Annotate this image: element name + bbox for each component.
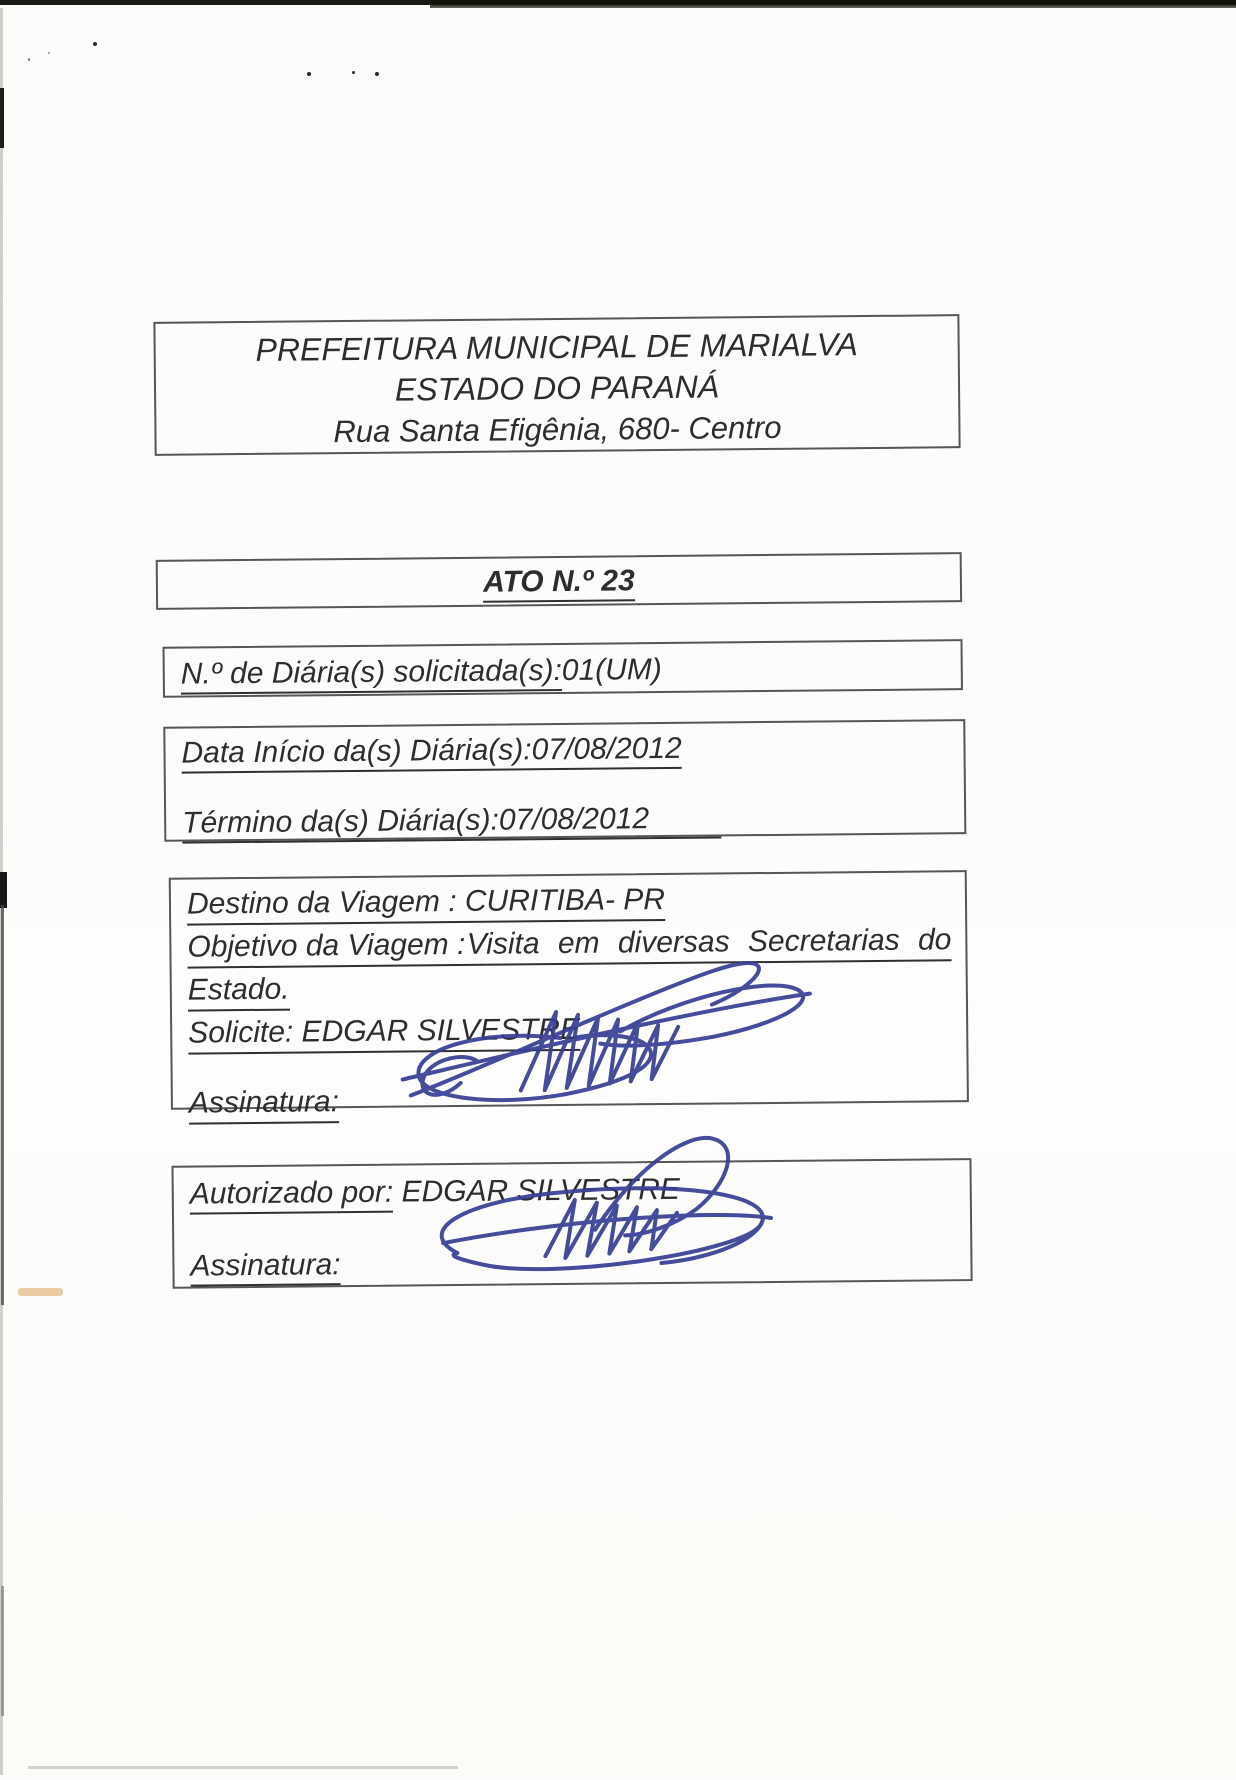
authorized-by-name: EDGAR SILVESTRE — [401, 1172, 681, 1209]
signature-label: Assinatura: — [189, 1084, 339, 1124]
authorizer-signature-scribble — [398, 1124, 801, 1286]
state-name: ESTADO DO PARANÁ — [394, 368, 720, 408]
start-date-line: Data Início da(s) Diária(s):07/08/2012 — [181, 732, 682, 774]
destination-line: Destino da Viagem : CURITIBA- PR — [187, 882, 665, 926]
signature-label: Assinatura: — [190, 1248, 340, 1286]
per-diem-count-value: 01(UM) — [561, 653, 662, 687]
address-line: Rua Santa Efigênia, 680- Centro — [333, 409, 782, 450]
act-number-box — [156, 552, 962, 610]
requester-line: Solicite: EDGAR SILVESTRE — [188, 1012, 580, 1055]
municipality-name: PREFEITURA MUNICIPAL DE MARIALVA — [255, 326, 858, 368]
purpose-label: Objetivo da Viagem : — [187, 927, 466, 964]
authorized-by-label: Autorizado por: — [190, 1176, 394, 1215]
per-diem-count-label: N.º de Diária(s) solicitada(s): — [181, 654, 562, 695]
requester-signature-scribble — [389, 946, 821, 1112]
purpose-value: Visita em diversas Secretarias do — [466, 923, 952, 961]
underline-extension — [649, 806, 721, 839]
act-number-title: ATO N.º 23 — [483, 564, 635, 602]
letterhead-box — [153, 314, 960, 456]
scan-artifact-left-mark — [1, 1586, 4, 1716]
purpose-continuation: Estado. — [188, 972, 290, 1012]
dates-box — [163, 719, 966, 842]
per-diem-count-box — [163, 639, 963, 698]
end-date-line: Término da(s) Diária(s):07/08/2012 — [182, 802, 649, 843]
